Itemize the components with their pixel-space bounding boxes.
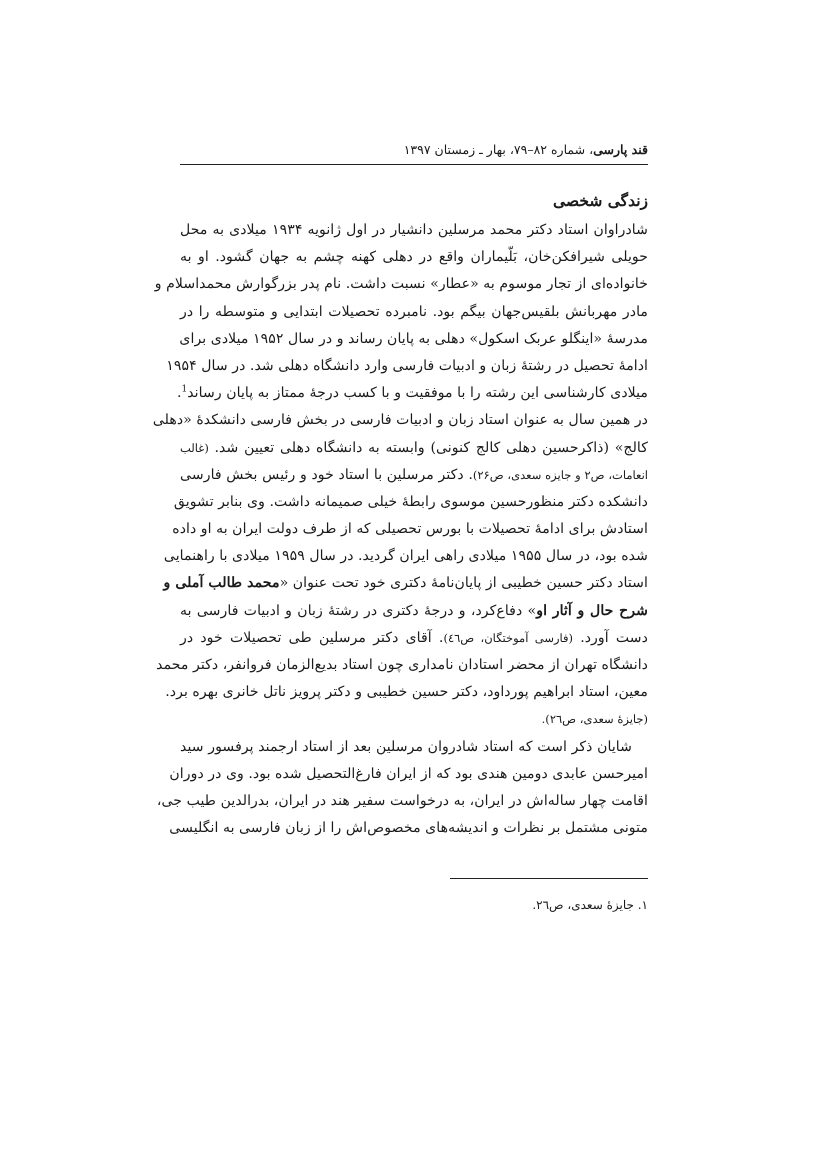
text-line: حویلی شیرافکن‌خان، بَلّیماران واقع در دهلی کهنه چشم به جهان گشود. او به (180, 249, 648, 266)
text-line-content: کالج» (ذاکرحسین دهلی کالج کنونی) وابسته به دانشگاه دهلی تعیین شد. (214, 439, 648, 456)
text-line: معین، استاد ابراهیم پورداود، دکتر حسین خطیبی و دکتر پرویز ناتل خانری بهره برد. (165, 684, 648, 701)
text-line: شادراوان استاد دکتر محمد مرسلین دانشیار در اول ژانویه ۱۹۳۴ میلادی به محل (180, 222, 648, 238)
citation: (فارسی آموختگان، ص٤٦) (443, 630, 574, 645)
footnote: ۱. جایزهٔ سعدی، ص۲٦. (532, 898, 648, 912)
text-line (180, 598, 648, 625)
text-line: خانواده‌ای از تجار موسوم به «عطار» نسبت داشت. نام پدر بزرگوارش محمداسلام و (154, 276, 648, 293)
text-line-content: . دکتر مرسلین با استاد خود و رئیس بخش فارسی (180, 466, 473, 483)
thesis-title-part-2: شرح حال و آثار او (536, 602, 648, 619)
text-line-content: . آقای دکتر مرسلین طی تحصیلات خود در (180, 629, 444, 646)
text-line (180, 462, 648, 489)
text-line (180, 625, 648, 652)
thesis-title-part-1: محمد طالب آملی و (163, 575, 280, 592)
citation: (جایزهٔ سعدی، ص۲٦). (541, 712, 648, 727)
text-line: ادامهٔ تحصیل در رشتهٔ زبان و ادبیات فارسی وارد دانشگاه دهلی شد. در سال ۱۹۵۴ (166, 357, 648, 374)
text-line: مادر مهربانش بلقیس‌جهان بیگم بود. نامبرده تحصیلات ابتدایی و متوسطه را در (180, 303, 648, 320)
journal-name: قند پارسی (593, 142, 648, 157)
text-line (163, 570, 648, 597)
text-line: میلادی کارشناسی این رشته را با موفقیت و با کسب درجهٔ ممتاز به پایان رساند$^1$. (176, 384, 648, 402)
text-line: شده بود، در سال ۱۹۵۵ میلادی راهی ایران گردید. در سال ۱۹۵۹ میلادی با راهنمایی (163, 548, 648, 565)
text-line: متونی مشتمل بر نظرات و اندیشه‌های مخصوص‌اش را از زبان فارسی به انگلیسی (169, 820, 648, 837)
text-line: شایان ذکر است که استاد شادروان مرسلین بعد از استاد ارجمند پرفسور سید (180, 738, 632, 755)
text-line (180, 706, 648, 733)
running-header (180, 141, 648, 159)
article-body (152, 188, 648, 842)
text-line: دانشگاه تهران از محضر استادان نامداری چون استاد بدیع‌الزمان فروانفر، دکتر محمد (156, 657, 648, 673)
text-line-content: » دفاع‌کرد، و درجهٔ دکتری در رشتهٔ زبان و ادبیات فارسی به (180, 602, 537, 619)
citation: انعامات، ص۲ و جایزه سعدی، ص۲۶) (472, 467, 648, 482)
text-line: در همین سال به عنوان استاد زبان و ادبیات فارسی در بخش فارسی دانشکدهٔ «دهلی (152, 412, 648, 429)
text-line: امیرحسن عابدی دومین هندی بود که از ایران فارغ‌التحصیل شده بود. وی در دوران (169, 765, 648, 782)
header-rule (180, 164, 648, 165)
footnote-rule (450, 878, 648, 879)
text-line (180, 435, 648, 462)
text-line: دانشکده دکتر منظورحسین موسوی رابطهٔ خیلی صمیمانه داشت. وی بنابر تشویق (173, 493, 648, 510)
text-line-content: میلادی کارشناسی این رشته را با موفقیت و با کسب درجهٔ ممتاز به پایان رساند (187, 385, 648, 402)
issue-info: ، شماره ۸۲–۷۹، بهار ـ زمستان ۱۳۹۷ (403, 142, 594, 157)
section-title: زندگی شخصی (553, 191, 648, 210)
text-line-content: استاد دکتر حسین خطیبی از پایان‌نامهٔ دکتری خود تحت عنوان « (279, 575, 648, 592)
text-line: اقامت چهار ساله‌اش در ایران، به درخواست سفیر هند در ایران، بدرالدین طیب جی، (156, 792, 648, 809)
text-line: استادش برای ادامهٔ تحصیلات با بورس تحصیلی که از طرف دولت ایران به او داده (172, 521, 648, 538)
footnote-marker: 1 (181, 384, 188, 395)
text-line: مدرسهٔ «اینگلو عربک اسکول» دهلی به پایان رساند و در سال ۱۹۵۲ میلادی برای (179, 330, 648, 347)
citation: (غالب (180, 440, 209, 455)
text-line-content: دست آورد. (580, 629, 648, 646)
